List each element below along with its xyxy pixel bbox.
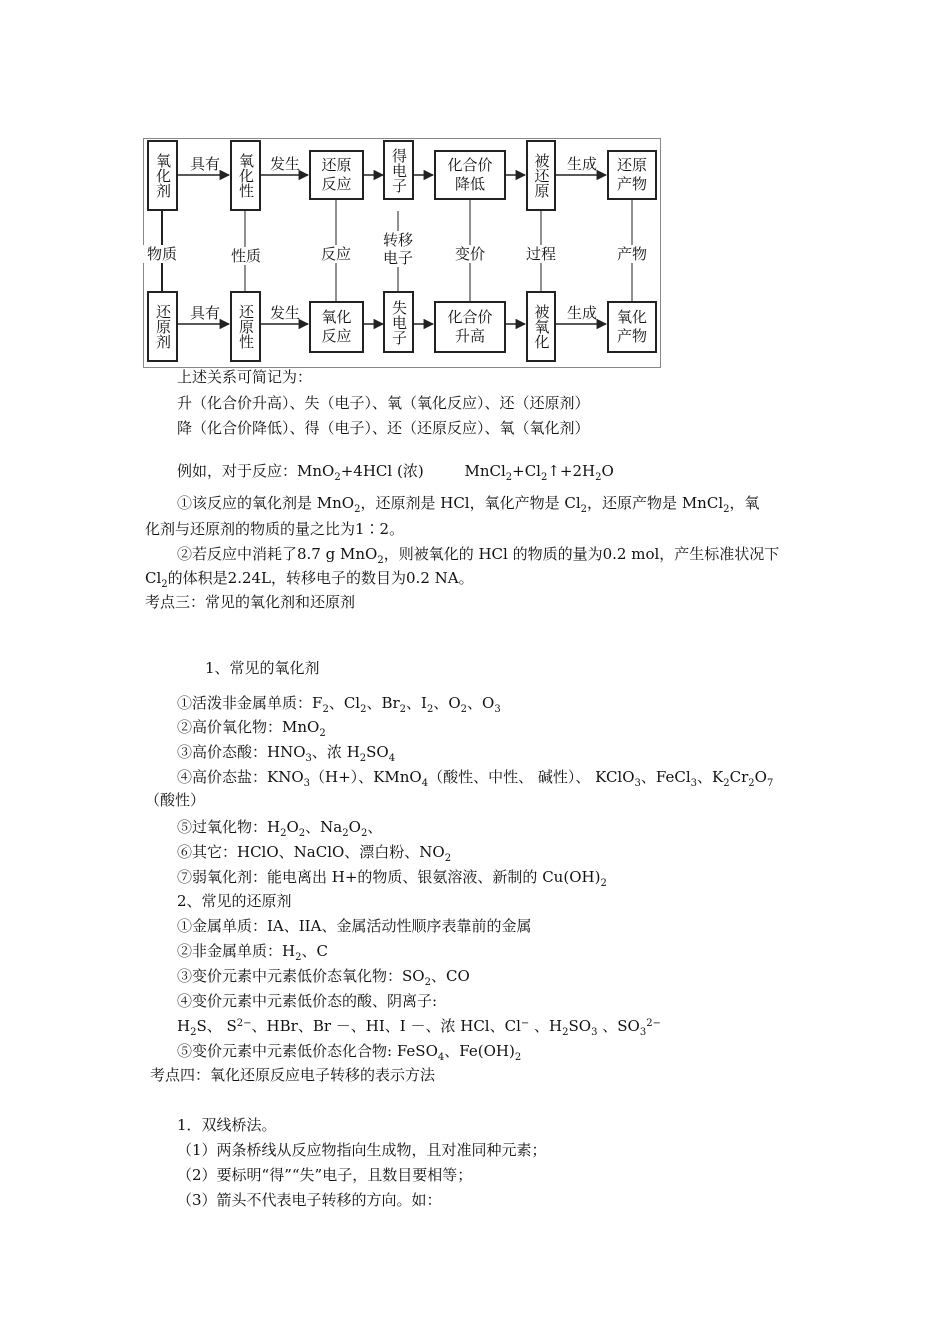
reductant-5-label: ⑤变价元素中元素低价态化合物: <box>177 1042 397 1060</box>
box-gain-electrons: 得电子 <box>383 140 414 200</box>
label-bottom-produce: 生成 <box>566 304 597 322</box>
kaodian-3-heading: 考点三：常见的氧化剂和还原剂 <box>145 593 356 611</box>
oxidant-2: ②高价氧化物：MnO$_2$ <box>177 718 326 739</box>
oxidant-1-label: ①活泼非金属单质： <box>177 694 313 712</box>
box-reduction-product-text: 还原产物 <box>616 156 647 193</box>
box-valence-decrease <box>434 150 506 200</box>
kaodian-4-heading: 考点四：氧化还原反应电子转移的表示方法 <box>150 1066 436 1084</box>
box-oxidized: 被氧化 <box>526 291 556 362</box>
reductant-4-line-2-text: 、HBr、Br －、HI、I －、浓 HCl、Cl <box>251 1017 521 1035</box>
label-property: 性质 <box>225 247 267 265</box>
summary-line-1: 升（化合价升高）、失（电子）、氧（氧化反应）、还（还原剂） <box>177 394 590 412</box>
box-reduction-reaction-text: 还原反应 <box>321 156 352 193</box>
reductant-3-label: ③变价元素中元素低价态氧化物： <box>177 967 403 985</box>
label-top-undergo: 发生 <box>269 155 300 173</box>
example-conc: (浓) <box>396 462 424 480</box>
label-bottom-have: 具有 <box>189 304 220 322</box>
point-2-line-2: $Cl_2$的体积是2.24L，转移电子的数目为0.2 NA。 <box>145 569 474 590</box>
redox-relationship-diagram <box>143 138 661 368</box>
label-product: 产物 <box>611 245 653 263</box>
box-oxidant: 氧化剂 <box>147 140 178 211</box>
box-oxidation-reaction <box>309 301 364 353</box>
label-bottom-undergo: 发生 <box>269 304 300 322</box>
label-process: 过程 <box>520 245 562 263</box>
oxidant-4: ④高价态盐：$KNO_3(H+)$、KMnO$_4$（酸性、中性、 碱性）、 KClO$_3$、FeCl$_3$、$K_2Cr_2O_7$ <box>177 768 774 789</box>
oxidants-title: 1、常见的氧化剂 <box>205 659 320 677</box>
bridge-rule-1: （1）两条桥线从反应物指向生成物，且对准同种元素； <box>177 1141 547 1159</box>
example-prefix: 例如，对于反应： <box>177 462 298 480</box>
bridge-rule-2: （2）要标明“得”“失”电子，且数目要相等； <box>177 1166 473 1184</box>
reductant-1: ①金属单质：IA、IIA、金属活动性顺序表靠前的金属 <box>177 917 532 935</box>
box-oxidation-product <box>607 301 657 353</box>
box-reduced: 被还原 <box>526 140 556 211</box>
point-2-line-2-b: 的体积是2.24L，转移电子的数目为0.2 NA。 <box>167 569 474 587</box>
point-1-a: ①该反应的氧化剂是 <box>177 494 317 512</box>
reductant-2-label: ②非金属单质： <box>177 942 283 960</box>
reductant-5: ⑤变价元素中元素低价态化合物: FeSO$_4$、$Fe(OH)_2$ <box>177 1042 522 1063</box>
point-1-b: ，还原剂是 HCl，氧化产物是 <box>360 494 565 512</box>
label-substance: 物质 <box>141 245 183 263</box>
box-valence-decrease-text: 化合价降低 <box>447 156 493 193</box>
summary-line-2: 降（化合价降低）、得（电子）、还（还原反应）、氧（氧化剂） <box>177 419 590 437</box>
point-1-c: ，还原产物是 <box>587 494 682 512</box>
point-2: ②若反应中消耗了8.7 g MnO$_2$，则被氧化的 HCl 的物质的量为0.2 mol，产生标准状况下 <box>177 545 780 566</box>
reductant-3: ③变价元素中元素低价态氧化物：$SO_2$、CO <box>177 967 470 988</box>
oxidant-3-conc: 、浓 <box>311 743 347 761</box>
reductant-4: ④变价元素中元素低价态的酸、阴离子: <box>177 992 438 1010</box>
reductant-4-line-2: $H_2S$、 $S^{2-}$、HBr、Br －、HI、I －、浓 HCl、Cl− 、$H_2SO_3$ 、$SO_3^{2-}$ <box>177 1017 661 1038</box>
oxidant-6: ⑥其它：HClO、NaClO、漂白粉、$NO_2$ <box>177 843 452 864</box>
oxidant-4-b: （酸性、中性、 碱性）、 <box>428 768 596 786</box>
label-top-produce: 生成 <box>566 155 597 173</box>
oxidant-7-label: ⑦弱氧化剂：能电离出 H+的物质、银氨溶液、新制的 <box>177 868 543 886</box>
point-1-line-2: 化剂与还原剂的物质的量之比为1∶2。 <box>145 520 405 538</box>
oxidant-1: ①活泼非金属单质：$F_2$、$Cl_2$、$Br_2$、$I_2$、$O_2$、$O_3$ <box>177 694 501 715</box>
box-reduction-reaction <box>309 150 364 200</box>
label-valence-change: 变价 <box>449 245 491 263</box>
oxidant-4-label: ④高价态盐： <box>177 768 268 786</box>
box-reduction-product <box>607 150 657 200</box>
reductant-2: ②非金属单质：$H_2$、C <box>177 942 328 963</box>
box-reductant: 还原剂 <box>147 291 178 362</box>
point-2-a: ②若反应中消耗了8.7 g <box>177 545 340 563</box>
summary-intro: 上述关系可简记为： <box>177 368 313 386</box>
oxidant-5: ⑤过氧化物：$H_2O_2$、$Na_2O_2$、 <box>177 818 383 839</box>
oxidant-4-a: （H+）、 <box>310 768 374 786</box>
oxidant-7: ⑦弱氧化剂：能电离出 H+的物质、银氨溶液、新制的 $Cu(OH)_2$ <box>177 868 607 889</box>
point-1-d: ，氧 <box>729 494 760 512</box>
box-oxidation-reaction-text: 氧化反应 <box>321 308 352 345</box>
oxidant-3: ③高价态酸：$HNO_3$、浓 $H_2SO_4$ <box>177 743 396 764</box>
label-electron-transfer: 转移电子 <box>379 231 417 267</box>
box-oxidation-product-text: 氧化产物 <box>616 308 647 345</box>
label-reaction: 反应 <box>315 245 357 263</box>
oxidant-3-label: ③高价态酸： <box>177 743 268 761</box>
oxidant-5-label: ⑤过氧化物： <box>177 818 268 836</box>
reductants-title: 2、常见的还原剂 <box>177 892 292 910</box>
box-valence-increase-text: 化合价升高 <box>447 308 493 345</box>
oxidant-4-line-2: （酸性） <box>145 791 206 809</box>
example-reaction: 例如，对于反应：MnO$_2$+4HCl (浓) $MnCl_2+Cl_2↑+2H_2O$ <box>177 462 614 483</box>
oxidant-2-label: ②高价氧化物： <box>177 718 283 736</box>
box-oxidizing-property: 氧化性 <box>230 140 261 211</box>
point-2-b: ，则被氧化的 HCl 的物质的量为0.2 mol，产生标准状况下 <box>383 545 780 563</box>
box-reducing-property: 还原性 <box>230 291 261 362</box>
box-lose-electrons: 失电子 <box>383 291 414 353</box>
label-top-have: 具有 <box>189 155 220 173</box>
bridge-rule-3: （3）箭头不代表电子转移的方向。如： <box>177 1191 442 1209</box>
box-valence-increase <box>434 301 506 353</box>
oxidant-6-label: ⑥其它：HClO、NaClO、漂白粉、 <box>177 843 420 861</box>
bridge-title: 1．双线桥法。 <box>177 1116 277 1134</box>
point-1: ①该反应的氧化剂是 MnO$_2$，还原剂是 HCl，氧化产物是 $Cl_2$，还原产物是 MnCl$_2$，氧 <box>177 494 760 515</box>
